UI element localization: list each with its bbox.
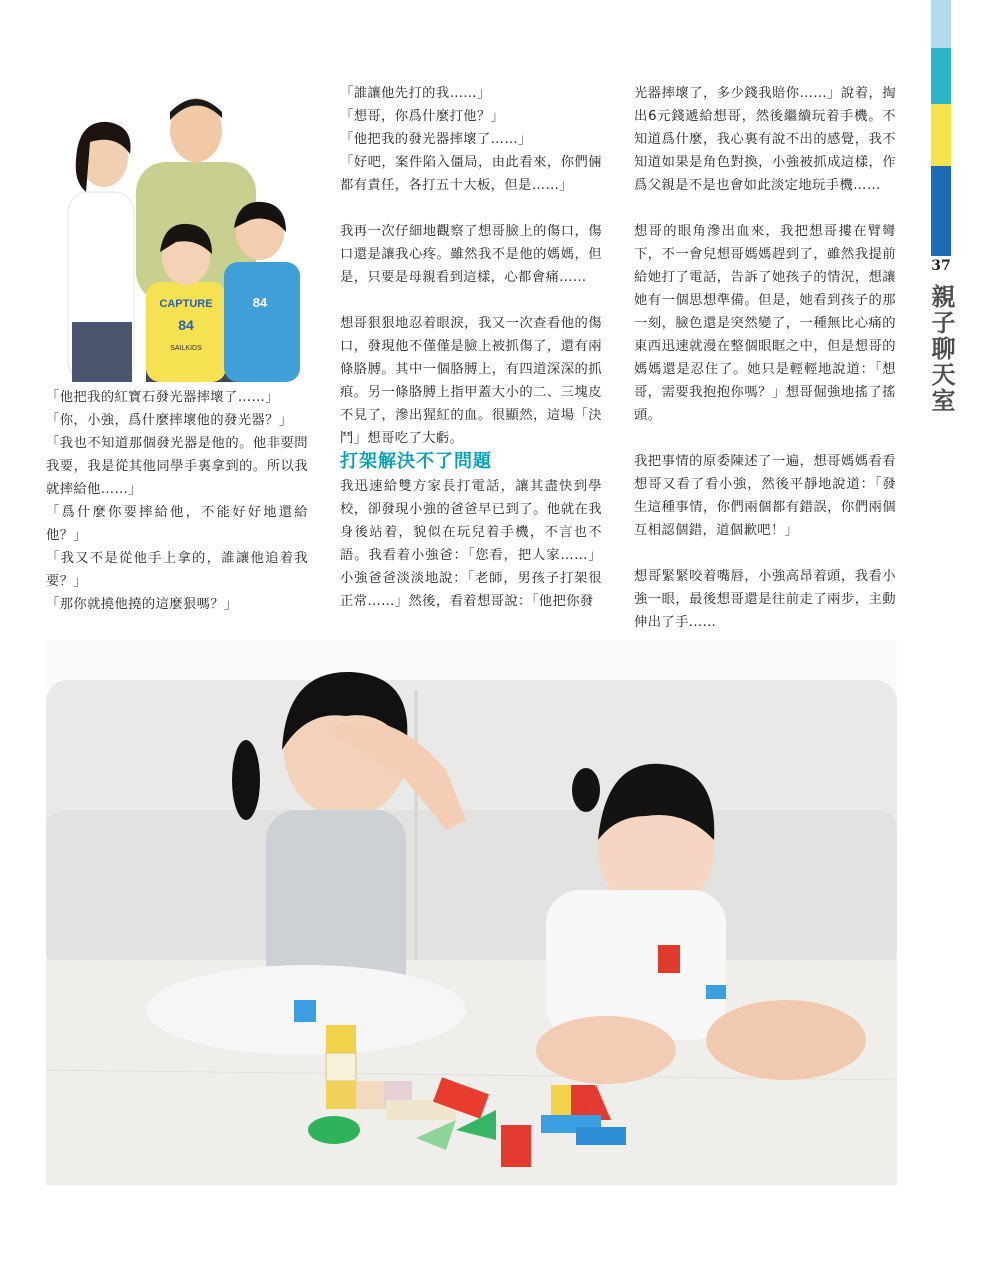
color-strip-blue [931, 166, 951, 256]
dialogue-line: 「你，小強，爲什麼摔壞他的發光器？」 [46, 413, 293, 428]
dialogue-line: 「我也不知道那個發光器是他的。他非要問我要，我是從其他同學手裏拿到的。所以我就摔給他……」 [46, 436, 308, 497]
paragraph: 想哥狠狠地忍着眼淚，我又一次查看他的傷口，發現他不僅僅是臉上被抓傷了，還有兩條胳膊。其中一個胳膊上，有四道深深的抓痕。另一條胳膊上指甲蓋大小的二、三塊皮不見了，滲出猩紅的血。很顯然，這場「決鬥」想哥吃了大虧。 [340, 316, 602, 446]
paragraph: 我再一次仔細地觀察了想哥臉上的傷口，傷口還是讓我心疼。雖然我不是他的媽媽，但是，只要是母親看到這樣，心都會痛…… [340, 224, 602, 285]
subheading: 打架解決不了問題 [340, 451, 492, 472]
mother-figure [68, 122, 134, 382]
shirt-print-number-boy: 84 [252, 295, 268, 310]
shirt-print-text: CAPTURE [159, 298, 213, 310]
dialogue-line: 「他把我的紅寶石發光器摔壞了……」 [46, 390, 279, 405]
shirt-print-number: 84 [178, 317, 194, 333]
paragraph: 我把事情的原委陳述了一遍，想哥媽媽看看想哥又看了看小強，然後平靜地說道：「發生這種事情，你們兩個都有錯誤，你們兩個互相認個錯，道個歉吧！」 [634, 454, 896, 538]
column-2-upper-text [340, 82, 602, 450]
dialogue-line: 「誰讓他先打的我……」 [340, 86, 491, 101]
paragraph: 想哥的眼角滲出血來，我把想哥摟在臂彎下，不一會兒想哥媽媽趕到了，雖然我提前給她打了電話，告訴了她孩子的情況，想讓她有一個思想準備。但是，她看到孩子的那一刻，臉色還是突然變了，一種無比心痛的東西迅速就漫在整個眼眶之中，但是想哥的媽媽還是忍住了。她只是輕輕地說道：「想哥，需要我抱抱你嗎？」想哥倔強地搖了搖頭。 [634, 224, 896, 423]
sofa-seat [46, 810, 897, 970]
page-number: 37 [931, 258, 951, 274]
dialogue-line: 「好吧，案件陷入僵局，由此看來，你們倆都有責任，各打五十大板，但是……」 [340, 155, 602, 193]
dialogue-line: 「那你就撓他撓的這麼狠嗎？」 [46, 597, 238, 612]
section-title: 親子聊天室 [927, 284, 956, 414]
family-photo [46, 82, 308, 382]
color-strip-light-blue [931, 0, 951, 48]
dialogue-line: 「他把我的發光器摔壞了……」 [340, 132, 532, 147]
paragraph: 光器摔壞了，多少錢我賠你……」說着，掏出6元錢遞給想哥，然後繼續玩着手機。不知道爲什麼，我心裏有說不出的感覺，我不知道如果是角色對換，小強被抓成這樣，作爲父親是不是也會如此淡定地玩手機…… [634, 86, 896, 193]
column-3-text [634, 82, 896, 634]
column-1-text [46, 386, 308, 616]
paragraph: 我迅速給雙方家長打電話，讓其盡快到學校，卻發現小強的爸爸早已到了。他就在我身後站着，貌似在玩兒着手機，不言也不語。我看着小強爸：「您看，把人家……」小強爸爸淡淡地說：「老師，男孩子打架很正常……」然後，看着想哥說：「他把你發 [340, 479, 602, 609]
children-playing-photo [46, 640, 897, 1185]
shirt-print-brand: SAILKIDS [170, 345, 202, 352]
dialogue-line: 「我又不是從他手上拿的，誰讓他追着我要？」 [46, 551, 308, 589]
color-strip-teal [931, 48, 951, 104]
color-strip-yellow [931, 104, 951, 166]
column-2-lower-text [340, 475, 602, 613]
paragraph: 想哥緊緊咬着嘴唇，小強高昂着頭，我看小強一眼，最後想哥還是往前走了兩步，主動伸出了手…… [634, 569, 896, 630]
dialogue-line: 「想哥，你爲什麼打他？」 [340, 109, 505, 124]
dialogue-line: 「爲什麼你要摔給他，不能好好地還給他？」 [46, 505, 308, 543]
